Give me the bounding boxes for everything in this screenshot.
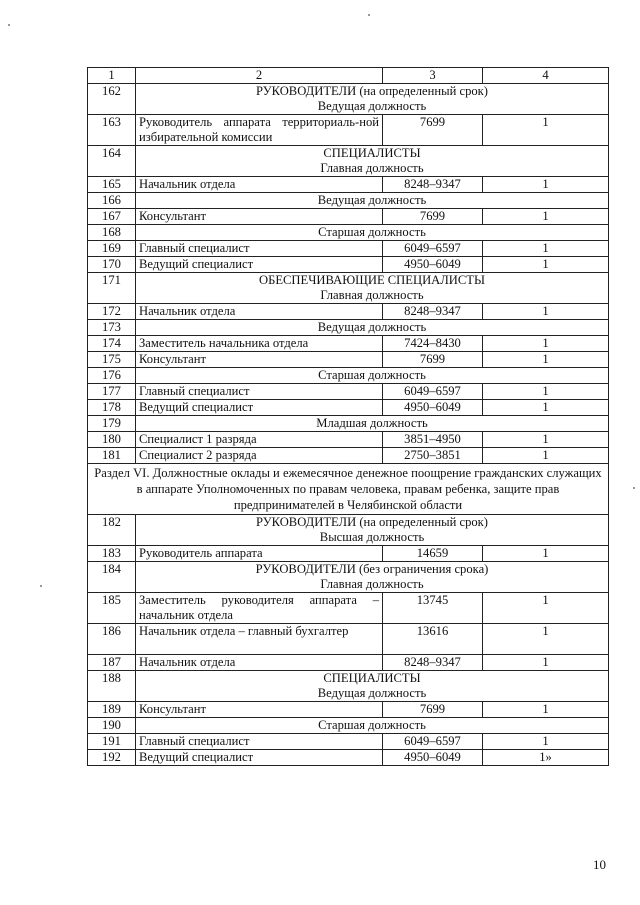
position-row bbox=[88, 352, 609, 368]
group-heading bbox=[136, 193, 609, 209]
position-name: Начальник отдела – главный бухгалтер bbox=[136, 624, 383, 655]
position-name: Заместитель руководителя аппарата – начальник отдела bbox=[136, 593, 383, 624]
page-number: 10 bbox=[593, 857, 606, 872]
position-name: Консультант bbox=[136, 209, 383, 225]
category-title: РУКОВОДИТЕЛИ (на определенный срок) bbox=[256, 515, 488, 529]
row-number: 178 bbox=[88, 400, 136, 416]
group-heading bbox=[136, 718, 609, 734]
group-heading bbox=[136, 416, 609, 432]
position-row bbox=[88, 702, 609, 718]
position-row bbox=[88, 400, 609, 416]
position-row bbox=[88, 241, 609, 257]
staff-count: 1 bbox=[483, 624, 609, 655]
staff-count: 1 bbox=[483, 593, 609, 624]
salary-range: 7699 bbox=[383, 702, 483, 718]
position-row bbox=[88, 257, 609, 273]
row-number: 167 bbox=[88, 209, 136, 225]
group-row bbox=[88, 273, 609, 304]
salary-range: 14659 bbox=[383, 546, 483, 562]
row-number: 164 bbox=[88, 146, 136, 177]
position-level: Старшая должность bbox=[318, 368, 426, 382]
staff-count: 1 bbox=[483, 209, 609, 225]
group-heading bbox=[136, 273, 609, 304]
salary-range: 6049–6597 bbox=[383, 734, 483, 750]
position-row bbox=[88, 593, 609, 624]
header-col-1: 1 bbox=[88, 68, 136, 84]
position-row bbox=[88, 336, 609, 352]
row-number: 185 bbox=[88, 593, 136, 624]
group-heading bbox=[136, 368, 609, 384]
row-number: 179 bbox=[88, 416, 136, 432]
position-name: Заместитель начальника отдела bbox=[136, 336, 383, 352]
position-level: Высшая должность bbox=[319, 530, 425, 544]
salary-range: 7699 bbox=[383, 352, 483, 368]
category-title: РУКОВОДИТЕЛИ (на определенный срок) bbox=[256, 84, 488, 98]
row-number: 162 bbox=[88, 84, 136, 115]
position-name: Руководитель аппарата территориаль-ной избирательной комиссии bbox=[136, 115, 383, 146]
position-level: Ведущая должность bbox=[317, 193, 427, 207]
position-row bbox=[88, 209, 609, 225]
salary-range: 13745 bbox=[383, 593, 483, 624]
position-name: Главный специалист bbox=[136, 241, 383, 257]
position-name: Специалист 1 разряда bbox=[136, 432, 383, 448]
row-number: 174 bbox=[88, 336, 136, 352]
position-name: Руководитель аппарата bbox=[136, 546, 383, 562]
position-level: Старшая должность bbox=[318, 718, 426, 732]
row-number: 172 bbox=[88, 304, 136, 320]
group-heading bbox=[136, 515, 609, 546]
position-level: Ведущая должность bbox=[317, 320, 427, 334]
row-number: 192 bbox=[88, 750, 136, 766]
salary-range: 4950–6049 bbox=[383, 750, 483, 766]
row-number: 191 bbox=[88, 734, 136, 750]
staff-count: 1 bbox=[483, 432, 609, 448]
position-level: Старшая должность bbox=[318, 225, 426, 239]
staff-count: 1 bbox=[483, 734, 609, 750]
row-number: 170 bbox=[88, 257, 136, 273]
group-row bbox=[88, 146, 609, 177]
section-title: Раздел VI. Должностные оклады и ежемесячное денежное поощрение гражданских служащих в аппарате Уполномоченных по правам человека, правам ребенка, защите прав предпринимателей в Челябинской области bbox=[88, 464, 609, 515]
position-level: Младшая должность bbox=[316, 416, 428, 430]
group-heading bbox=[136, 320, 609, 336]
group-row bbox=[88, 416, 609, 432]
salary-range: 8248–9347 bbox=[383, 177, 483, 193]
row-number: 173 bbox=[88, 320, 136, 336]
row-number: 177 bbox=[88, 384, 136, 400]
position-level: Главная должность bbox=[320, 577, 424, 591]
group-row bbox=[88, 368, 609, 384]
salary-range: 4950–6049 bbox=[383, 257, 483, 273]
row-number: 187 bbox=[88, 655, 136, 671]
row-number: 180 bbox=[88, 432, 136, 448]
salary-table bbox=[87, 67, 609, 766]
position-row bbox=[88, 624, 609, 655]
staff-count: 1 bbox=[483, 400, 609, 416]
category-title: СПЕЦИАЛИСТЫ bbox=[323, 671, 421, 685]
position-row bbox=[88, 655, 609, 671]
position-row bbox=[88, 384, 609, 400]
header-col-4: 4 bbox=[483, 68, 609, 84]
salary-range: 4950–6049 bbox=[383, 400, 483, 416]
row-number: 163 bbox=[88, 115, 136, 146]
position-level: Главная должность bbox=[320, 288, 424, 302]
staff-count: 1 bbox=[483, 257, 609, 273]
row-number: 190 bbox=[88, 718, 136, 734]
staff-count: 1 bbox=[483, 177, 609, 193]
row-number: 176 bbox=[88, 368, 136, 384]
group-heading bbox=[136, 562, 609, 593]
staff-count: 1 bbox=[483, 448, 609, 464]
staff-count: 1 bbox=[483, 115, 609, 146]
position-name: Главный специалист bbox=[136, 734, 383, 750]
scan-speck bbox=[40, 585, 42, 587]
scan-speck bbox=[8, 24, 10, 26]
salary-range: 2750–3851 bbox=[383, 448, 483, 464]
group-heading bbox=[136, 146, 609, 177]
position-name: Начальник отдела bbox=[136, 304, 383, 320]
row-number: 175 bbox=[88, 352, 136, 368]
group-heading bbox=[136, 671, 609, 702]
position-name: Консультант bbox=[136, 702, 383, 718]
salary-range: 6049–6597 bbox=[383, 241, 483, 257]
group-row bbox=[88, 225, 609, 241]
salary-table-body bbox=[88, 68, 609, 766]
row-number: 169 bbox=[88, 241, 136, 257]
position-level: Главная должность bbox=[320, 161, 424, 175]
staff-count: 1 bbox=[483, 241, 609, 257]
staff-count: 1 bbox=[483, 546, 609, 562]
salary-range: 7699 bbox=[383, 115, 483, 146]
staff-count: 1 bbox=[483, 352, 609, 368]
position-level: Ведущая должность bbox=[317, 99, 427, 113]
position-row bbox=[88, 448, 609, 464]
position-name: Начальник отдела bbox=[136, 177, 383, 193]
staff-count: 1 bbox=[483, 702, 609, 718]
row-number: 171 bbox=[88, 273, 136, 304]
position-name: Главный специалист bbox=[136, 384, 383, 400]
group-row bbox=[88, 718, 609, 734]
header-col-3: 3 bbox=[383, 68, 483, 84]
group-row bbox=[88, 671, 609, 702]
header-col-2: 2 bbox=[136, 68, 383, 84]
category-title: СПЕЦИАЛИСТЫ bbox=[323, 146, 421, 160]
scan-speck bbox=[368, 14, 370, 16]
position-level: Ведущая должность bbox=[317, 686, 427, 700]
salary-range: 6049–6597 bbox=[383, 384, 483, 400]
scan-speck bbox=[633, 487, 635, 489]
row-number: 186 bbox=[88, 624, 136, 655]
header-row bbox=[88, 68, 609, 84]
salary-range: 13616 bbox=[383, 624, 483, 655]
position-name: Ведущий специалист bbox=[136, 750, 383, 766]
salary-range: 8248–9347 bbox=[383, 655, 483, 671]
position-name: Консультант bbox=[136, 352, 383, 368]
row-number: 181 bbox=[88, 448, 136, 464]
position-name: Начальник отдела bbox=[136, 655, 383, 671]
staff-count: 1 bbox=[483, 304, 609, 320]
staff-count: 1 bbox=[483, 336, 609, 352]
position-row bbox=[88, 750, 609, 766]
position-name: Ведущий специалист bbox=[136, 257, 383, 273]
position-name: Специалист 2 разряда bbox=[136, 448, 383, 464]
staff-count: 1 bbox=[483, 384, 609, 400]
position-row bbox=[88, 304, 609, 320]
salary-range: 3851–4950 bbox=[383, 432, 483, 448]
row-number: 189 bbox=[88, 702, 136, 718]
group-heading bbox=[136, 225, 609, 241]
position-row bbox=[88, 546, 609, 562]
group-heading bbox=[136, 84, 609, 115]
row-number: 182 bbox=[88, 515, 136, 546]
group-row bbox=[88, 515, 609, 546]
group-row bbox=[88, 84, 609, 115]
position-row bbox=[88, 115, 609, 146]
row-number: 188 bbox=[88, 671, 136, 702]
staff-count: 1 bbox=[483, 655, 609, 671]
category-title: РУКОВОДИТЕЛИ (без ограничения срока) bbox=[255, 562, 489, 576]
row-number: 168 bbox=[88, 225, 136, 241]
section-row bbox=[88, 464, 609, 515]
group-row bbox=[88, 320, 609, 336]
row-number: 183 bbox=[88, 546, 136, 562]
salary-range: 8248–9347 bbox=[383, 304, 483, 320]
position-row bbox=[88, 734, 609, 750]
row-number: 184 bbox=[88, 562, 136, 593]
group-row bbox=[88, 193, 609, 209]
salary-range: 7424–8430 bbox=[383, 336, 483, 352]
staff-count: 1» bbox=[483, 750, 609, 766]
row-number: 165 bbox=[88, 177, 136, 193]
position-name: Ведущий специалист bbox=[136, 400, 383, 416]
position-row bbox=[88, 432, 609, 448]
category-title: ОБЕСПЕЧИВАЮЩИЕ СПЕЦИАЛИСТЫ bbox=[259, 273, 485, 287]
position-row bbox=[88, 177, 609, 193]
group-row bbox=[88, 562, 609, 593]
row-number: 166 bbox=[88, 193, 136, 209]
salary-range: 7699 bbox=[383, 209, 483, 225]
